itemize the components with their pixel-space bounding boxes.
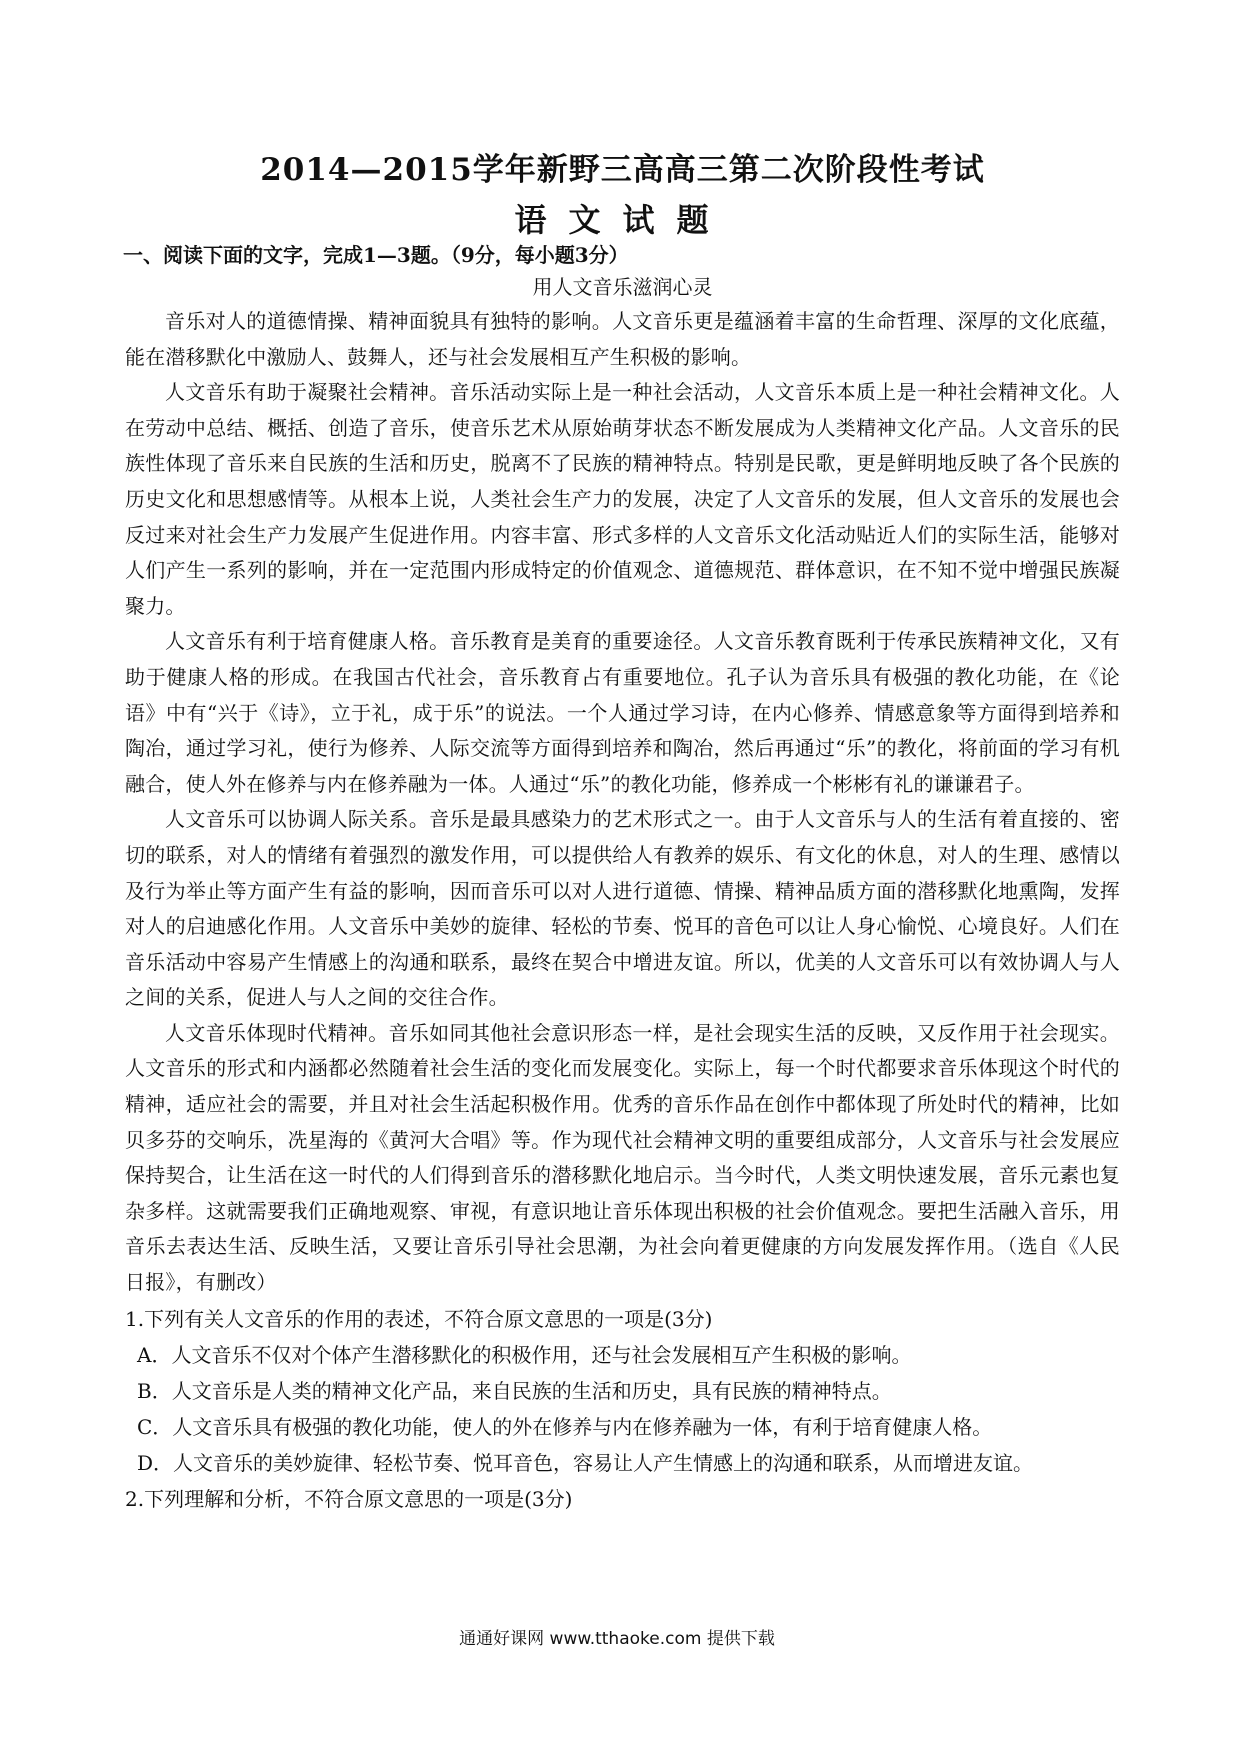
question-1-option-b: B．人文音乐是人类的精神文化产品，来自民族的生活和历史，具有民族的精神特点。	[137, 1378, 892, 1403]
paragraph: 人文音乐体现时代精神。音乐如同其他社会意识形态一样，是社会现实生活的反映，又反作用于社会现实。人文音乐的形式和内涵都必然随着社会生活的变化而发展变化。实际上，每一个时代都要求音乐体现这个时代的精神，适应社会的需要，并且对社会生活起积极作用。优秀的音乐作品在创作中都体现了所处时代的精神，比如贝多芬的交响乐，冼星海的《黄河大合唱》等。作为现代社会精神文明的重要组成部分，人文音乐与社会发展应保持契合，让生活在这一时代的人们得到音乐的潜移默化地启示。当今时代，人类文明快速发展，音乐元素也复杂多样。这就需要我们正确地观察、审视，有意识地让音乐体现出积极的社会价值观念。要把生活融入音乐，用音乐去表达生活、反映生活，又要让音乐引导社会思潮，为社会向着更健康的方向发展发挥作用。（选自《人民日报》，有删改）	[125, 1020, 1120, 1295]
question-1-option-c: C．人文音乐具有极强的教化功能，使人的外在修养与内在修养融为一体，有利于培育健康人格。	[137, 1414, 993, 1439]
section-heading: 一、阅读下面的文字，完成1—3题。（9分，每小题3分）	[123, 243, 629, 267]
paragraph: 人文音乐可以协调人际关系。音乐是最具感染力的艺术形式之一。由于人文音乐与人的生活有着直接的、密切的联系，对人的情绪有着强烈的激发作用，可以提供给人有教养的娱乐、有文化的休息，对人的生理、感情以及行为举止等方面产生有益的影响，因而音乐可以对人进行道德、情操、精神品质方面的潜移默化地熏陶，发挥对人的启迪感化作用。人文音乐中美妙的旋律、轻松的节奏、悦耳的音色可以让人身心愉悦、心境良好。人们在音乐活动中容易产生情感上的沟通和联系，最终在契合中增进友谊。所以，优美的人文音乐可以有效协调人与人之间的关系，促进人与人之间的交往合作。	[125, 807, 1120, 1010]
page-footer: 通通好课网 www.tthaoke.com 提供下载	[459, 1629, 775, 1649]
question-1-stem: 1.下列有关人文音乐的作用的表述，不符合原文意思的一项是(3分)	[125, 1306, 713, 1331]
question-1-option-d: D．人文音乐的美妙旋律、轻松节奏、悦耳音色，容易让人产生情感上的沟通和联系，从而增进友谊。	[137, 1450, 1034, 1475]
article-title: 用人文音乐滋润心灵	[532, 275, 713, 299]
exam-page	[125, 148, 1120, 1517]
question-2-stem: 2.下列理解和分析，不符合原文意思的一项是(3分)	[125, 1486, 573, 1511]
question-1-option-a: A．人文音乐不仅对个体产生潜移默化的积极作用，还与社会发展相互产生积极的影响。	[137, 1342, 912, 1367]
paragraph: 音乐对人的道德情操、精神面貌具有独特的影响。人文音乐更是蕴涵着丰富的生命哲理、深厚的文化底蕴，能在潜移默化中激励人、鼓舞人，还与社会发展相互产生积极的影响。	[125, 309, 1120, 369]
paragraph: 人文音乐有助于凝聚社会精神。音乐活动实际上是一种社会活动，人文音乐本质上是一种社会精神文化。人在劳动中总结、概括、创造了音乐，使音乐艺术从原始萌芽状态不断发展成为人类精神文化产品。人文音乐的民族性体现了音乐来自民族的生活和历史，脱离不了民族的精神特点。特别是民歌，更是鲜明地反映了各个民族的历史文化和思想感情等。从根本上说，人类社会生产力的发展，决定了人文音乐的发展，但人文音乐的发展也会反过来对社会生产力发展产生促进作用。内容丰富、形式多样的人文音乐文化活动贴近人们的实际生活，能够对人们产生一系列的影响，并在一定范围内形成特定的价值观念、道德规范、群体意识，在不知不觉中增强民族凝聚力。	[125, 380, 1120, 618]
subject-title: 语文试题	[514, 201, 731, 239]
paragraph: 人文音乐有利于培育健康人格。音乐教育是美育的重要途径。人文音乐教育既利于传承民族精神文化，又有助于健康人格的形成。在我国古代社会，音乐教育占有重要地位。孔子认为音乐具有极强的教化功能，在《论语》中有“兴于《诗》，立于礼，成于乐”的说法。一个人通过学习诗，在内心修养、情感意象等方面得到培养和陶冶，通过学习礼，使行为修养、人际交流等方面得到培养和陶冶，然后再通过“乐”的教化，将前面的学习有机融合，使人外在修养与内在修养融为一体。人通过“乐”的教化功能，修养成一个彬彬有礼的谦谦君子。	[125, 629, 1120, 796]
exam-title: 2014—2015学年新野三高高三第二次阶段性考试	[260, 152, 985, 188]
